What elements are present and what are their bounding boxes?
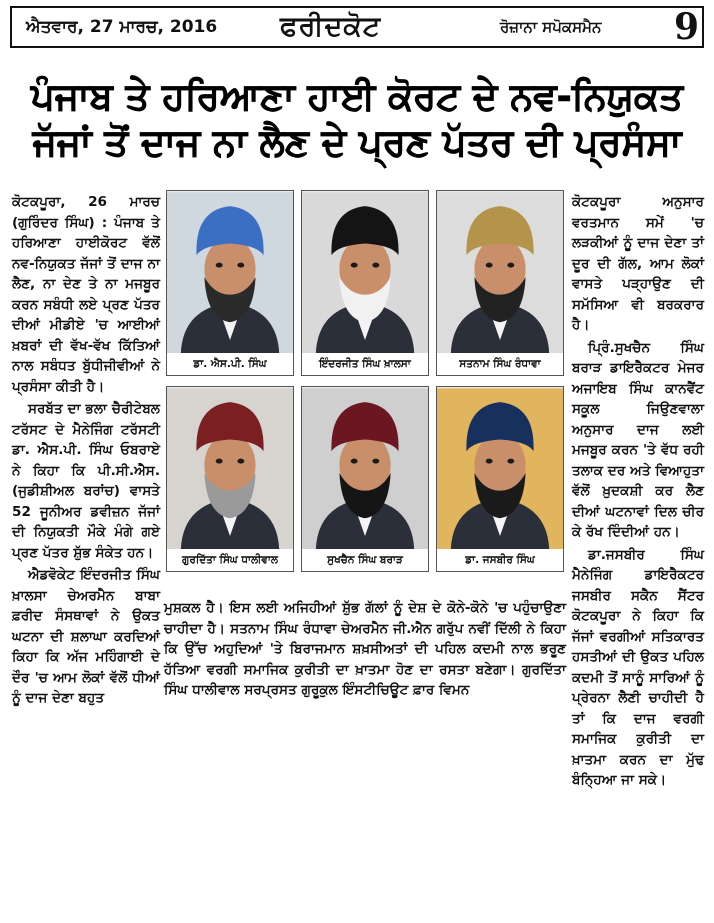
eye-shape bbox=[351, 459, 358, 464]
article-headline bbox=[10, 74, 704, 166]
photo-caption: ਡਾ. ਜਸਬੀਰ ਸਿੰਘ bbox=[437, 549, 563, 571]
article-paragraph: ਕੋਟਕਪੂਰਾ ਅਨੁਸਾਰ ਵਰਤਮਾਨ ਸਮੇਂ 'ਚ ਲੜਕੀਆਂ ਨੂੰ ਦਾਜ ਦੇਣਾ ਤਾਂ ਦੂਰ ਦੀ ਗੱਲ, ਆਮ ਲੋਕਾਂ ਵਾਸਤੇ ਪੜ੍ਹਾਉਣ ਦੀ ਸਮੱਸਿਆ ਵੀ ਬਰਕਰਾਰ ਹੈ। bbox=[572, 194, 704, 333]
headline-line-1: ਪੰਜਾਬ ਤੇ ਹਰਿਆਣਾ ਹਾਈ ਕੋਰਟ ਦੇ ਨਵ-ਨਿਯੁਕਤ bbox=[31, 75, 683, 118]
issue-date: ਐਤਵਾਰ, 27 ਮਾਰਚ, 2016 bbox=[26, 17, 218, 37]
article-paragraph: ਮੁਸ਼ਕਲ ਹੈ। ਇਸ ਲਈ ਅਜਿਹੀਆਂ ਸ਼ੁੱਭ ਗੱਲਾਂ ਨੂੰ ਦੇਸ਼ ਦੇ ਕੋਨੇ-ਕੋਨੇ 'ਚ ਪਹੁੰਚਾਉਣਾ ਚਾਹੀਦਾ ਹੈ। ਸਤਨਾਮ ਸਿੰਘ ਰੰਧਾਵਾ ਚੇਅਰਮੈਨ ਜੀ.ਐਨ ਗਰੁੱਪ ਨਵੀਂ ਦਿੱਲੀ ਨੇ ਕਿਹਾ ਕਿ ਉੱਚ ਅਹੁਦਿਆਂ 'ਤੇ ਬਿਰਾਜਮਾਨ ਸ਼ਖ਼ਸੀਅਤਾਂ ਦੀ ਪਹਿਲ ਕਦਮੀ ਨਾਲ ਭਰੂਣ ਹੱਤਿਆ ਵਰਗੀ ਸਮਾਜਿਕ ਕੁਰੀਤੀ ਦਾ ਖ਼ਾਤਮਾ ਹੋਣ ਦਾ ਰਸਤਾ ਬਣੇਗਾ। ਗੁਰਦਿੱਤਾ ਸਿੰਘ ਧਾਲੀਵਾਲ ਸਰਪ੍ਰਸਤ ਗੁਰੂਕੁਲ ਇੰਸਟੀਚਿਊਟ ਫ਼ਾਰ ਵਿਮਨ bbox=[164, 600, 566, 698]
portrait-photo bbox=[301, 190, 429, 376]
portrait-image bbox=[167, 191, 293, 355]
article-paragraph: ਪ੍ਰਿੰ.ਸੁਖਚੈਨ ਸਿੰਘ ਬਰਾੜ ਡਾਇਰੈਕਟਰ ਮੇਜਰ ਅਜਾਇਬ ਸਿੰਘ ਕਾਨਵੈਂਟ ਸਕੂਲ ਜਿਉਣਵਾਲਾ ਅਨੁਸਾਰ ਦਾਜ ਲਈ ਮਜਬੂਰ ਕਰਨ 'ਤੇ ਵੱਧ ਰਹੀ ਤਲਾਕ ਦਰ ਅਤੇ ਵਿਆਹੁਤਾ ਵੱਲੋਂ ਖ਼ੁਦਕਸ਼ੀ ਕਰ ਲੈਣ ਦੀਆਂ ਘਟਨਾਵਾਂ ਦਿਲ ਚੀਰ ਕੇ ਰੱਖ ਦਿੰਦੀਆਂ ਹਨ। bbox=[572, 339, 704, 540]
portrait-photo bbox=[166, 386, 294, 572]
portrait-image bbox=[167, 387, 293, 551]
eye-shape bbox=[486, 459, 493, 464]
photo-caption: ਗੁਰਦਿੱਤਾ ਸਿੰਘ ਧਾਲੀਵਾਲ bbox=[167, 549, 293, 571]
article-paragraph: ਕੋਟਕਪੂਰਾ, 26 ਮਾਰਚ (ਗੁਰਿੰਦਰ ਸਿੰਘ) : ਪੰਜਾਬ ਤੇ ਹਰਿਆਣਾ ਹਾਈਕੋਰਟ ਵੱਲੋਂ ਨਵ-ਨਿਯੁਕਤ ਜੱਜਾਂ ਤੋਂ ਦਾਜ ਨਾ ਲੈਣ, ਨਾ ਦੇਣ ਤੇ ਨਾ ਮਜਬੂਰ ਕਰਨ ਸਬੰਧੀ ਲਏ ਪ੍ਰਣ ਪੱਤਰ ਦੀਆਂ ਮੀਡੀਏ 'ਚ ਆਈਆਂ ਖ਼ਬਰਾਂ ਦੀ ਵੱਖ-ਵੱਖ ਕਿੱਤਿਆਂ ਨਾਲ ਸਬੰਧਤ ਬੁੱਧੀਜੀਵੀਆਂ ਨੇ ਪ੍ਰਸੰਸਾ ਕੀਤੀ ਹੈ। bbox=[12, 194, 160, 395]
eye-shape bbox=[237, 459, 244, 464]
portrait-photo bbox=[436, 190, 564, 376]
page-number: 9 bbox=[674, 6, 700, 48]
portrait-image bbox=[302, 387, 428, 551]
eye-shape bbox=[237, 263, 244, 268]
eye-shape bbox=[216, 263, 223, 268]
photo-caption: ਡਾ. ਐਸ.ਪੀ. ਸਿੰਘ bbox=[167, 353, 293, 375]
portrait-photo bbox=[166, 190, 294, 376]
newspaper-name: ਰੋਜ਼ਾਨਾ ਸਪੋਕਸਮੈਨ bbox=[500, 18, 602, 36]
eye-shape bbox=[507, 263, 514, 268]
portrait-image bbox=[437, 387, 563, 551]
photo-caption: ਇੰਦਰਜੀਤ ਸਿੰਘ ਖ਼ਾਲਸਾ bbox=[302, 353, 428, 375]
eye-shape bbox=[372, 263, 379, 268]
eye-shape bbox=[216, 459, 223, 464]
eye-shape bbox=[486, 263, 493, 268]
headline-line-2: ਜੱਜਾਂ ਤੋਂ ਦਾਜ ਨਾ ਲੈਣ ਦੇ ਪ੍ਰਣ ਪੱਤਰ ਦੀ ਪ੍ਰਸੰਸਾ bbox=[32, 121, 682, 164]
portrait-photo bbox=[301, 386, 429, 572]
newspaper-header bbox=[10, 6, 704, 48]
article-column-left bbox=[12, 192, 160, 711]
article-column-middle bbox=[164, 598, 566, 703]
article-paragraph: ਡਾ.ਜਸਬੀਰ ਸਿੰਘ ਮੈਨੇਜਿੰਗ ਡਾਇਰੈਕਟਰ ਜਸਬੀਰ ਸਕੈਨ ਸੈਂਟਰ ਕੋਟਕਪੂਰਾ ਨੇ ਕਿਹਾ ਕਿ ਜੱਜਾਂ ਵਰਗੀਆਂ ਸਤਿਕਾਰਤ ਹਸਤੀਆਂ ਦੀ ਉਕਤ ਪਹਿਲ ਕਦਮੀ ਤੋਂ ਸਾਨੂੰ ਸਾਰਿਆਂ ਨੂੰ ਪ੍ਰੇਰਨਾ ਲੈਣੀ ਚਾਹੀਦੀ ਹੈ ਤਾਂ ਕਿ ਦਾਜ ਵਰਗੀ ਸਮਾਜਿਕ ਕੁਰੀਤੀ ਦਾ ਖ਼ਾਤਮਾ ਕਰਨ ਦਾ ਮੁੱਢ ਬੰਨ੍ਹਿਆ ਜਾ ਸਕੇ। bbox=[572, 546, 704, 788]
article-paragraph: ਐਡਵੋਕੇਟ ਇੰਦਰਜੀਤ ਸਿੰਘ ਖ਼ਾਲਸਾ ਚੇਅਰਮੈਨ ਬਾਬਾ ਫ਼ਰੀਦ ਸੰਸਥਾਵਾਂ ਨੇ ਉਕਤ ਘਟਨਾ ਦੀ ਸ਼ਲਾਘਾ ਕਰਦਿਆਂ ਕਿਹਾ ਕਿ ਅੱਜ ਮਹਿੰਗਾਈ ਦੇ ਦੌਰ 'ਚ ਆਮ ਲੋਕਾਂ ਵੱਲੋਂ ਧੀਆਂ ਨੂੰ ਦਾਜ ਦੇਣਾ ਬਹੁਤ bbox=[12, 567, 160, 706]
portrait-photo bbox=[436, 386, 564, 572]
photo-grid bbox=[164, 188, 566, 576]
eye-shape bbox=[372, 459, 379, 464]
portrait-image bbox=[302, 191, 428, 355]
portrait-image bbox=[437, 191, 563, 355]
photo-caption: ਸੁਖਚੈਨ ਸਿੰਘ ਬਰਾੜ bbox=[302, 549, 428, 571]
eye-shape bbox=[507, 459, 514, 464]
eye-shape bbox=[351, 263, 358, 268]
article-column-right bbox=[572, 192, 704, 793]
photo-caption: ਸਤਨਾਮ ਸਿੰਘ ਰੰਧਾਵਾ bbox=[437, 353, 563, 375]
section-title: ਫਰੀਦਕੋਟ bbox=[280, 11, 382, 42]
article-paragraph: ਸਰਬੱਤ ਦਾ ਭਲਾ ਚੈਰੀਟੇਬਲ ਟਰੱਸਟ ਦੇ ਮੈਨੇਜਿੰਗ ਟਰੱਸਟੀ ਡਾ. ਐਸ.ਪੀ. ਸਿੰਘ ਓਬਰਾਏ ਨੇ ਕਿਹਾ ਕਿ ਪੀ.ਸੀ.ਐਸ. (ਜੁਡੀਸ਼ੀਅਲ ਬਰਾਂਚ) ਵਾਸਤੇ 52 ਜੂਨੀਅਰ ਡਵੀਜ਼ਨ ਜੱਜਾਂ ਦੀ ਨਿਯੁਕਤੀ ਮੌਕੇ ਮੰਗੇ ਗਏ ਪ੍ਰਣ ਪੱਤਰ ਸ਼ੁੱਭ ਸੰਕੇਤ ਹਨ। bbox=[12, 401, 160, 561]
